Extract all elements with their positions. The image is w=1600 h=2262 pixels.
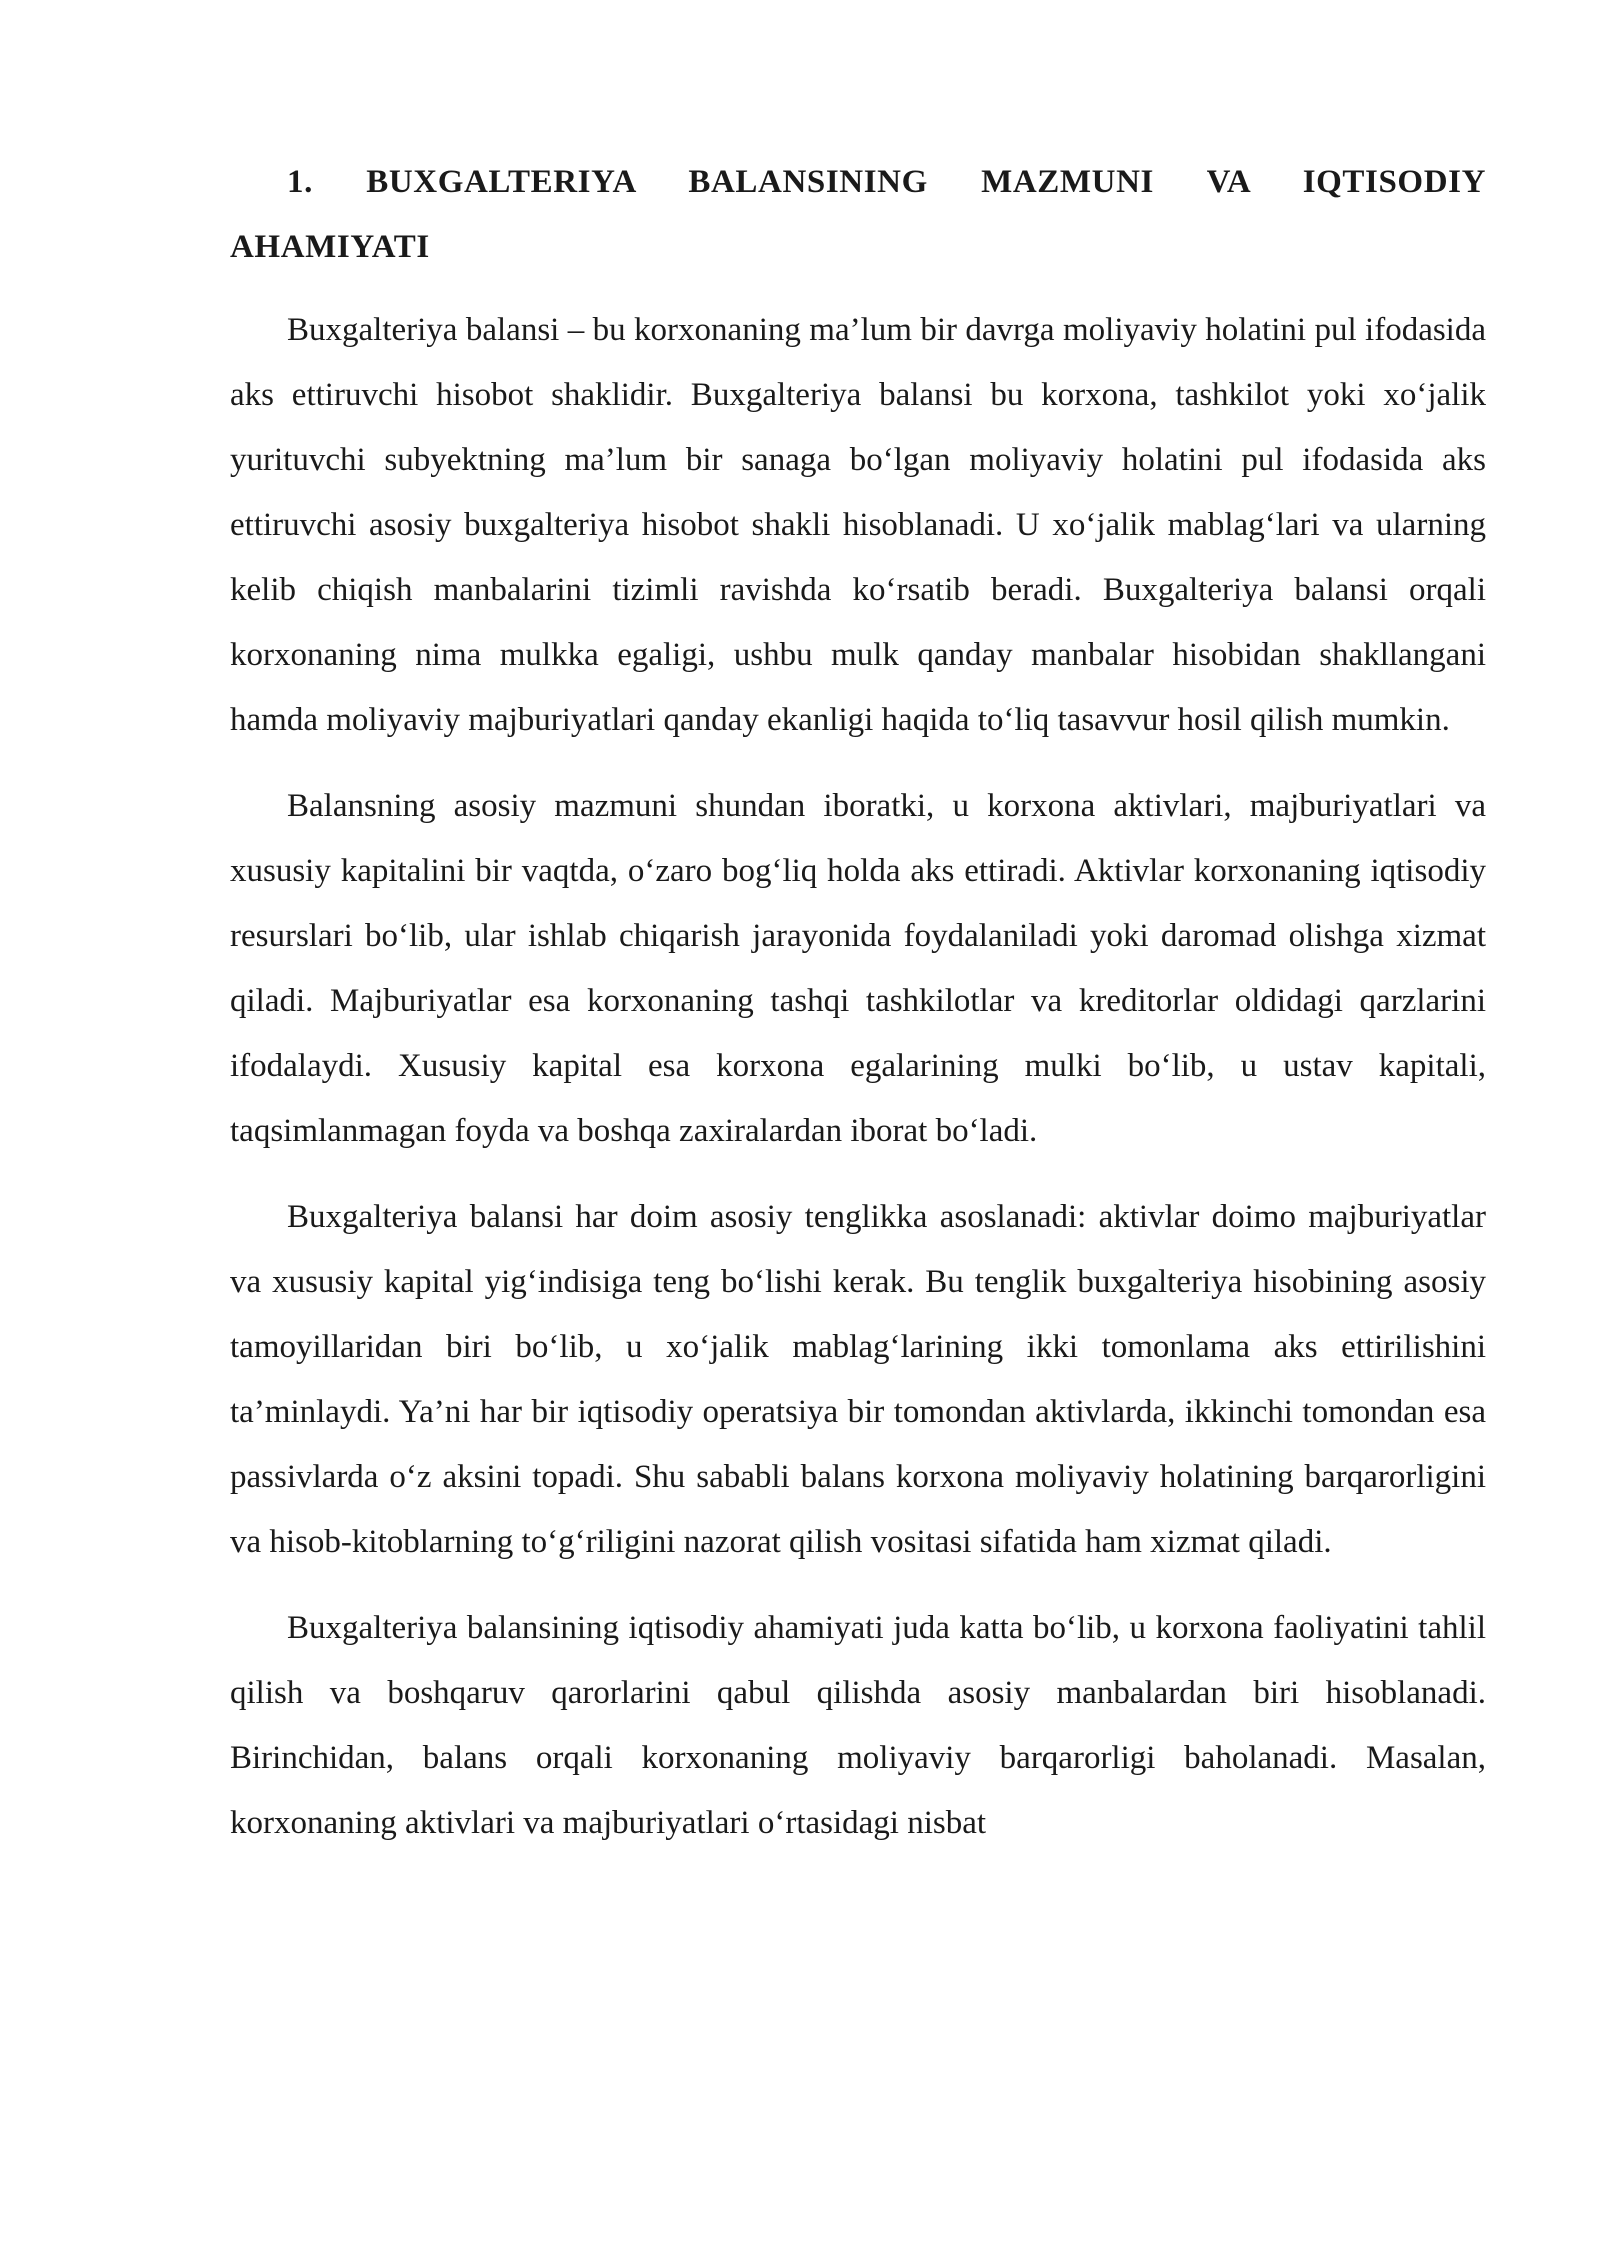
paragraph-4: Buxgalteriya balansining iqtisodiy ahamiyati juda katta bo‘lib, u korxona faoliyatini tahlil qilish va boshqaruv qarorlarini qabul qilishda asosiy manbalardan biri hisoblanadi. Birinchidan, balans orqali korxonaning moliyaviy barqarorligi baholanadi. Masalan, korxonaning aktivlari va majburiyatlari o‘rtasidagi nisbat xyxy=(230,1610,1486,1841)
section-heading: 1. BUXGALTERIYA BALANSINING MAZMUNI VA IQTISODIY AHAMIYATI xyxy=(230,164,1486,265)
document-page xyxy=(230,150,1486,1877)
paragraph-2: Balansning asosiy mazmuni shundan iboratki, u korxona aktivlari, majburiyatlari va xususiy kapitalini bir vaqtda, o‘zaro bog‘liq holda aks ettiradi. Aktivlar korxonaning iqtisodiy resurslari bo‘lib, ular ishlab chiqarish jarayonida foydalaniladi yoki daromad olishga xizmat qiladi. Majburiyatlar esa korxonaning tashqi tashkilotlar va kreditorlar oldidagi qarzlarini ifodalaydi. Xususiy kapital esa korxona egalarining mulki bo‘lib, u ustav kapitali, taqsimlanmagan foyda va boshqa zaxiralardan iborat bo‘ladi. xyxy=(230,788,1486,1149)
paragraph-3: Buxgalteriya balansi har doim asosiy tenglikka asoslanadi: aktivlar doimo majburiyatlar va xususiy kapital yig‘indisiga teng bo‘lishi kerak. Bu tenglik buxgalteriya hisobining asosiy tamoyillaridan biri bo‘lib, u xo‘jalik mablag‘larining ikki tomonlama aks ettirilishini ta’minlaydi. Ya’ni har bir iqtisodiy operatsiya bir tomondan aktivlarda, ikkinchi tomondan esa passivlarda o‘z aksini topadi. Shu sababli balans korxona moliyaviy holatining barqarorligini va hisob-kitoblarning to‘g‘riligini nazorat qilish vositasi sifatida ham xizmat qiladi. xyxy=(230,1199,1486,1560)
paragraph-1: Buxgalteriya balansi – bu korxonaning ma’lum bir davrga moliyaviy holatini pul ifodasida aks ettiruvchi hisobot shaklidir. Buxgalteriya balansi bu korxona, tashkilot yoki xo‘jalik yurituvchi subyektning ma’lum bir sanaga bo‘lgan moliyaviy holatini pul ifodasida aks ettiruvchi asosiy buxgalteriya hisobot shakli hisoblanadi. U xo‘jalik mablag‘lari va ularning kelib chiqish manbalarini tizimli ravishda ko‘rsatib beradi. Buxgalteriya balansi orqali korxonaning nima mulkka egaligi, ushbu mulk qanday manbalar hisobidan shakllangani hamda moliyaviy majburiyatlari qanday ekanligi haqida to‘liq tasavvur hosil qilish mumkin. xyxy=(230,312,1486,738)
